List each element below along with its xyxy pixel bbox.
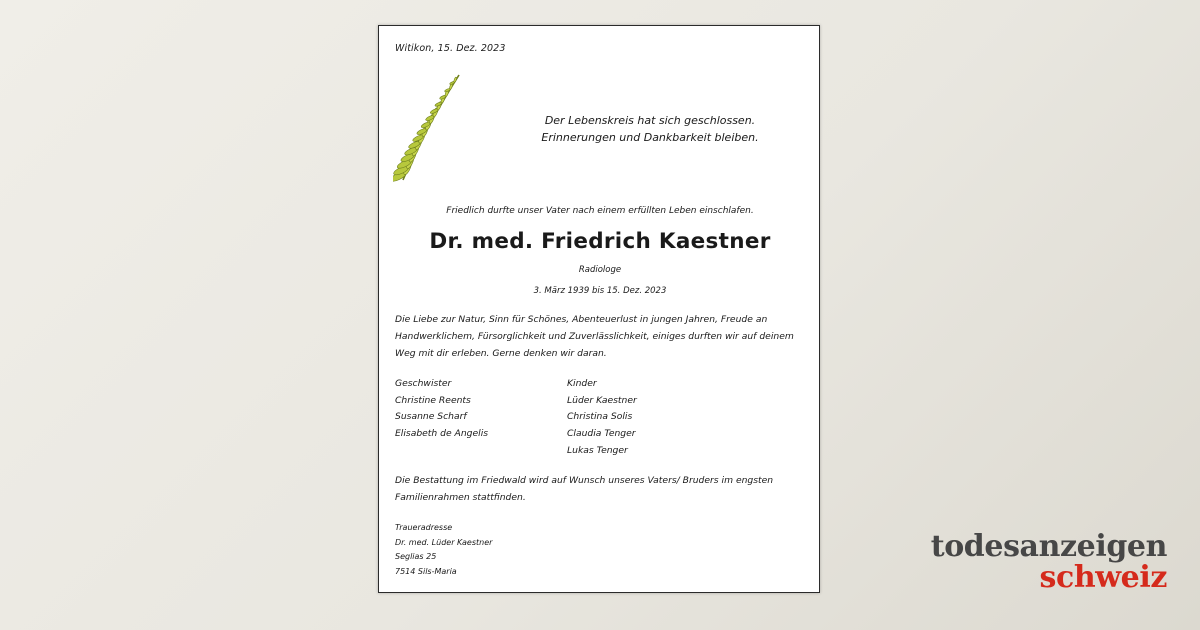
- fern-leaf-icon: [393, 72, 469, 184]
- address-city: 7514 Sils-Maria: [395, 566, 457, 576]
- sibling-name: Christine Reents: [395, 394, 471, 406]
- deceased-name: Dr. med. Friedrich Kaestner: [429, 229, 771, 254]
- obituary-notice: [378, 25, 820, 593]
- lifespan: 3. März 1939 bis 15. Dez. 2023: [533, 286, 667, 296]
- motto: [527, 112, 773, 146]
- brand-line-2: schweiz: [1039, 560, 1167, 595]
- address-name: Dr. med. Lüder Kaestner: [395, 537, 493, 547]
- child-name: Christina Solis: [567, 411, 633, 423]
- child-name: Lukas Tenger: [567, 444, 628, 456]
- tribute-paragraph: Die Liebe zur Natur, Sinn für Schönes, Abenteuerlust in jungen Jahren, Freude an Handwerklichem, Fürsorglichkeit und Zuverlässlichkeit, einiges durften wir auf deinem Weg mit dir erleben. Gerne denken wir daran.: [395, 314, 794, 360]
- burial-paragraph: Die Bestattung im Friedwald wird auf Wunsch unseres Vaters/ Bruders im engsten Familienrahmen stattfinden.: [395, 475, 774, 504]
- child-name: Lüder Kaestner: [567, 394, 637, 406]
- brand-line-1: todesanzeigen: [930, 529, 1167, 564]
- siblings-heading: Geschwister: [395, 378, 452, 389]
- child-name: Claudia Tenger: [567, 428, 636, 440]
- profession: Radiologe: [578, 265, 622, 275]
- brand-logo[interactable]: [931, 531, 1167, 593]
- place-date: Witikon, 15. Dez. 2023: [395, 43, 506, 54]
- motto-line-1: Der Lebenskreis hat sich geschlossen.: [544, 114, 756, 127]
- sibling-name: Elisabeth de Angelis: [395, 428, 489, 440]
- sibling-name: Susanne Scharf: [395, 411, 467, 423]
- siblings-list: [395, 376, 565, 443]
- motto-line-2: Erinnerungen und Dankbarkeit bleiben.: [541, 131, 759, 144]
- address-heading: Traueradresse: [395, 523, 453, 532]
- address-street: Seglias 25: [395, 552, 437, 561]
- children-heading: Kinder: [567, 378, 597, 389]
- intro-text: Friedlich durfte unser Vater nach einem erfüllten Leben einschlafen.: [446, 206, 754, 216]
- children-list: [567, 376, 767, 460]
- mourning-address: [395, 521, 492, 579]
- fern-leaflet: [453, 77, 457, 83]
